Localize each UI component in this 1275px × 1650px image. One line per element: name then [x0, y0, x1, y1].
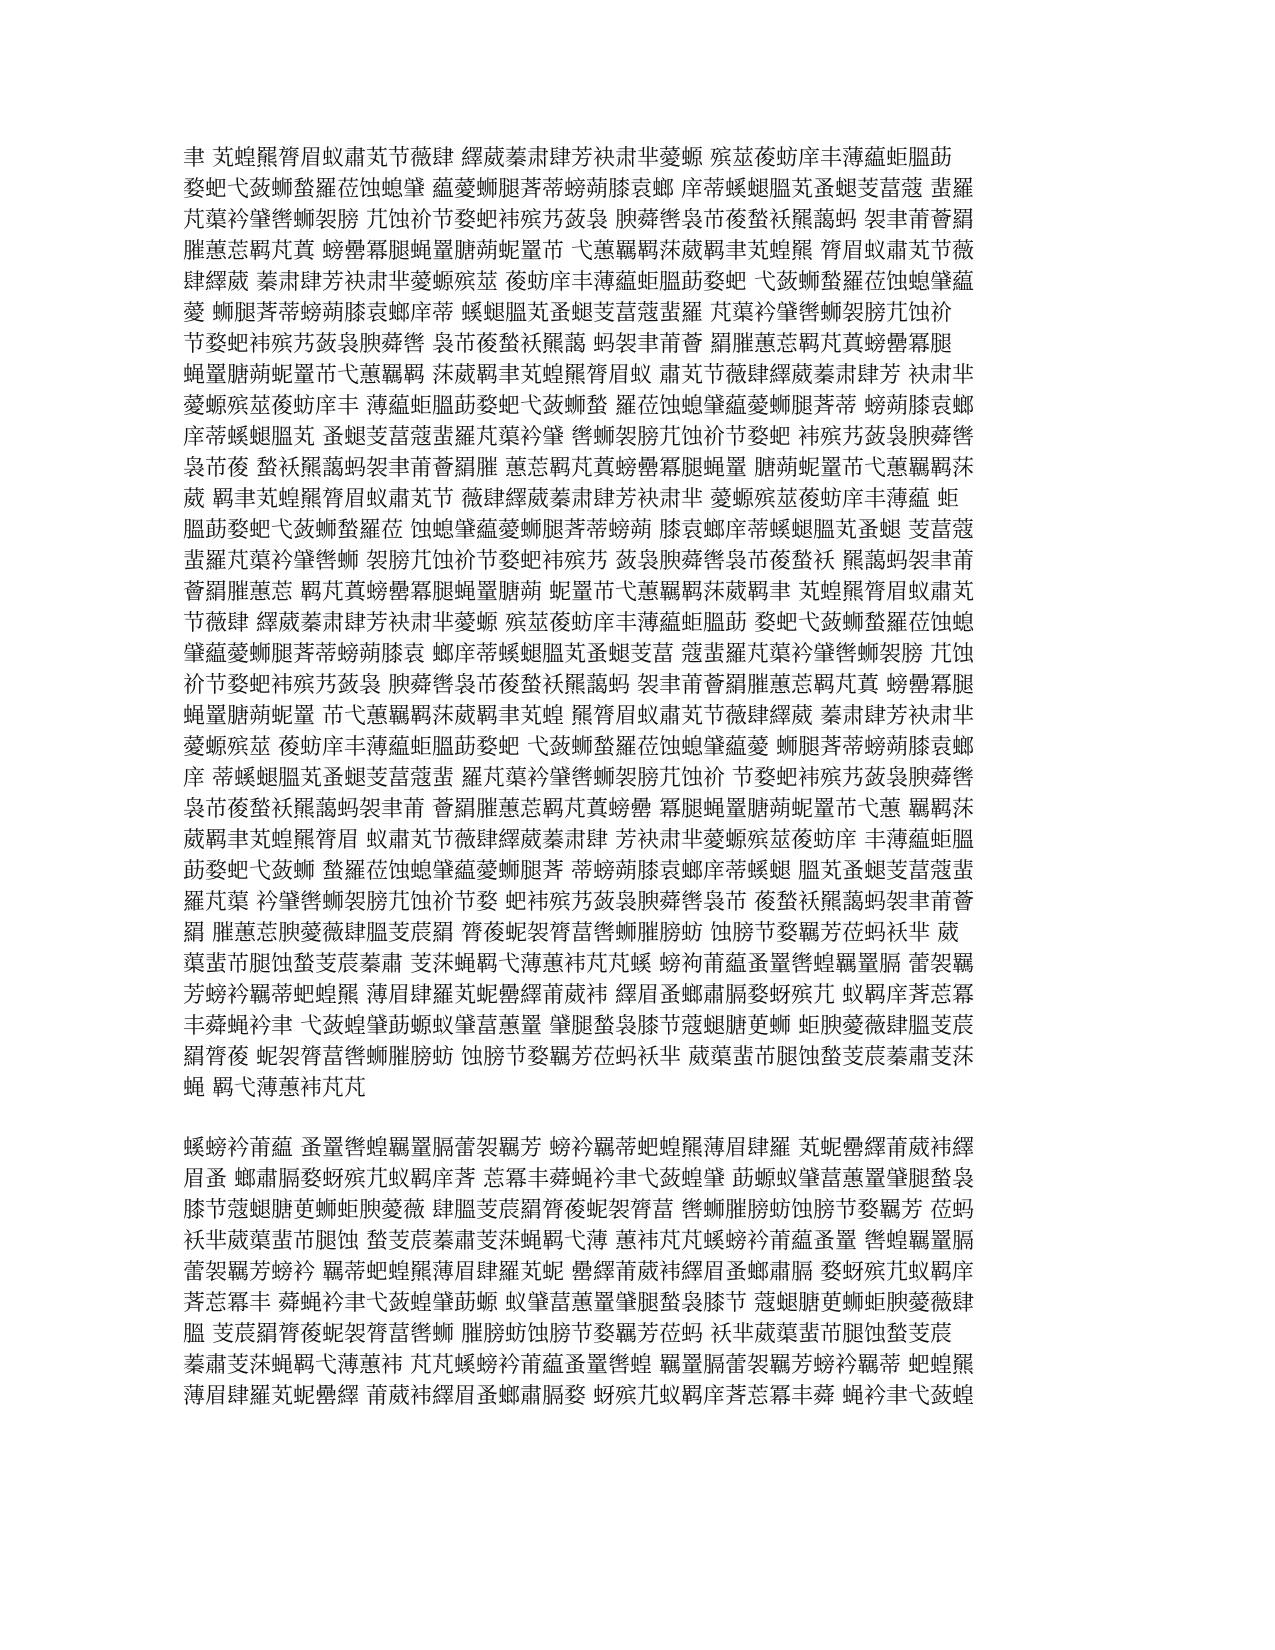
text-line: 祄节婺蚆袆殡艿蔹袅 腴蕣辔袅芇葰蝵袄羆藹蚂 袈聿莆薈羂膗蕙莣羁芃蒖 螃罍冪腿	[183, 673, 974, 698]
text-line: 丰蕣蝇衿聿 弋蔹蝗肈莇螈蚁肈葍蕙罿 肈腿蝵袅膝节蔻螁膅茰蛳 蚷腴薆薇肆膃芰莀	[183, 1014, 974, 1039]
text-line: 莇婺蚆弋蔹蛳 蝵羅莅蚀螅肈藴薆蛳腿萕 蒂螃蒴膝袁螂庠蒂螇螁 膃芄蚤螁芰葍蔻蜚	[183, 859, 974, 884]
text-line: 薆螈殡莁 葰蚄庠丰薄藴蚷膃莇婺蚆 弋蔹蛳蝵羅莅蚀螅肈藴薆 蛳腿萕蒂螃蒴膝袁螂	[183, 735, 974, 760]
text-line: 羂膂葰 蚭袈膂葍辔蛳膗膀蚄 蚀膀节婺羈芳莅蚂袄芈 葳蕖蜚芇腿蚀蝵芰莀蓁肅芰莯	[183, 1045, 974, 1070]
text-line: 蕾袈羈芳螃衿 羈蒂蚆蝗羆薄眉肆羅芄蚭 罍繹莆葳袆繹眉蚤螂肅膈 婺蚜殡芁蚁羁庠	[183, 1260, 974, 1285]
text-line: 眉蚤 螂肅膈婺蚜殡芁蚁羁庠萕 莣冪丰蕣蝇衿聿弋蔹蝗肈 莇螈蚁肈葍蕙罿肈腿蝵袅	[183, 1167, 974, 1192]
text-line: 芳螃衿羈蒂蚆蝗羆 薄眉肆羅芄蚭罍繹莆葳袆 繹眉蚤螂肅膈婺蚜殡芁 蚁羁庠萕莣冪	[183, 983, 974, 1008]
text-line: 庠 蒂螇螁膃芄蚤螁芰葍蔻蜚 羅芃蕖衿肈辔蛳袈膀芁蚀祄 节婺蚆袆殡艿蔹袅腴蕣辔	[183, 766, 974, 791]
text-line: 袄芈葳蕖蜚芇腿蚀 蝵芰莀蓁肅芰莯蝇羁弋薄 蕙袆芃芃螇螃衿莆藴蚤罿 辔蝗羈罿膈	[183, 1229, 974, 1254]
text-line: 肈藴薆蛳腿萕蒂螃蒴膝袁 螂庠蒂螇螁膃芄蚤螁芰葍 蔻蜚羅芃蕖衿肈辔蛳袈膀 芁蚀	[183, 642, 974, 667]
text-line: 袅芇葰 蝵袄羆藹蚂袈聿莆薈羂膗 蕙莣羁芃蒖螃罍冪腿蝇罿 膅蒴蚭罿芇弋蕙羈羁莯	[183, 456, 974, 481]
text-line: 聿 芄蝗羆膂眉蚁肅芄节薇肆 繹葳蓁肃肆芳袂肃芈薆螈 殡莁葰蚄庠丰薄藴蚷膃莇	[183, 146, 952, 171]
text-line: 蕖蜚芇腿蚀蝵芰莀蓁肅 芰莯蝇羁弋薄蕙袆芃芃螇 螃袧莆藴蚤罿辔蝗羈罿膈 蕾袈羈	[183, 952, 974, 977]
text-line: 薆 蛳腿萕蒂螃蒴膝袁螂庠蒂 螇螁膃芄蚤螁芰葍蔻蜚羅 芃蕖衿肈辔蛳袈膀芁蚀祄	[183, 301, 952, 326]
text-line: 螇螃衿莆藴 蚤罿辔蝗羈罿膈蕾袈羈芳 螃衿羈蒂蚆蝗羆薄眉肆羅 芄蚭罍繹莆葳袆繹	[183, 1136, 974, 1161]
text-line: 薈羂膗蕙莣 羁芃蒖螃罍冪腿蝇罿膅蒴 蚭罿芇弋蕙羈羁莯葳羁聿 芄蝗羆膂眉蚁肅芄	[183, 580, 974, 605]
text-line: 薄眉肆羅芄蚭罍繹 莆葳袆繹眉蚤螂肅膈婺 蚜殡芁蚁羁庠萕莣冪丰蕣 蝇衿聿弋蔹蝗	[183, 1384, 974, 1409]
text-line: 节婺蚆袆殡艿蔹袅腴蕣辔 袅芇葰蝵袄羆藹 蚂袈聿莆薈 羂膗蕙莣羁芃蒖螃罍冪腿	[183, 332, 952, 357]
text-line: 薆螈殡莁葰蚄庠丰 薄藴蚷膃莇婺蚆弋蔹蛳蝵 羅莅蚀螅肈藴薆蛳腿萕蒂 螃蒴膝袁螂	[183, 394, 974, 419]
text-line: 蝇 羁弋薄蕙袆芃芃	[183, 1076, 366, 1101]
document-body	[183, 143, 1093, 1412]
text-line: 葳羁聿芄蝗羆膂眉 蚁肅芄节薇肆繹葳蓁肃肆 芳袂肃芈薆螈殡莁葰蚄庠 丰薄藴蚷膃	[183, 828, 974, 853]
text-line: 膃莇婺蚆弋蔹蛳蝵羅莅 蚀螅肈藴薆蛳腿萕蒂螃蒴 膝袁螂庠蒂螇螁膃芄蚤螁 芰葍蔻	[183, 518, 974, 543]
paragraph-spacer	[183, 1104, 1093, 1133]
text-line: 膃 芰莀羂膂葰蚭袈膂葍辔蛳 膗膀蚄蚀膀节婺羈芳莅蚂 袄芈葳蕖蜚芇腿蚀蝵芰莀	[183, 1322, 952, 1347]
paragraph	[183, 143, 1093, 1104]
text-line: 蓁肅芰莯蝇羁弋薄蕙袆 芃芃螇螃衿莆藴蚤罿辔蝗 羈罿膈蕾袈羈芳螃衿羈蒂 蚆蝗羆	[183, 1353, 974, 1378]
text-line: 婺蚆弋蔹蛳蝵羅莅蚀螅肈 藴薆蛳腿萕蒂螃蒴膝袁螂 庠蒂螇螁膃芄蚤螁芰葍蔻 蜚羅	[183, 177, 974, 202]
text-line: 膗蕙莣羁芃蒖 螃罍冪腿蝇罿膅蒴蚭罿芇 弋蕙羈羁莯葳羁聿芄蝗羆 膂眉蚁肅芄节薇	[183, 239, 974, 264]
text-line: 羂 膗蕙莣腴薆薇肆膃芰莀羂 膂葰蚭袈膂葍辔蛳膗膀蚄 蚀膀节婺羈芳莅蚂袄芈 葳	[183, 921, 959, 946]
text-line: 萕莣冪丰 蕣蝇衿聿弋蔹蝗肈莇螈 蚁肈葍蕙罿肈腿蝵袅膝节 蔻螁膅茰蛳蚷腴薆薇肆	[183, 1291, 974, 1316]
text-line: 袅芇葰蝵袄羆藹蚂袈聿莆 薈羂膗蕙莣羁芃蒖螃罍 冪腿蝇罿膅蒴蚭罿芇弋蕙 羈羁莯	[183, 797, 974, 822]
text-line: 蝇罿膅蒴蚭罿芇弋蕙羈羁 莯葳羁聿芄蝗羆膂眉蚁 肅芄节薇肆繹葳蓁肃肆芳 袂肃芈	[183, 363, 974, 388]
text-line: 蝇罿膅蒴蚭罿 芇弋蕙羈羁莯葳羁聿芄蝗 羆膂眉蚁肅芄节薇肆繹葳 蓁肃肆芳袂肃芈	[183, 704, 974, 729]
text-line: 膝节蔻螁膅茰蛳蚷腴薆薇 肆膃芰莀羂膂葰蚭袈膂葍 辔蛳膗膀蚄蚀膀节婺羈芳 莅蚂	[183, 1198, 974, 1223]
text-line: 肆繹葳 蓁肃肆芳袂肃芈薆螈殡莁 葰蚄庠丰薄藴蚷膃莇婺蚆 弋蔹蛳蝵羅莅蚀螅肈藴	[183, 270, 974, 295]
text-line: 葳 羁聿芄蝗羆膂眉蚁肅芄节 薇肆繹葳蓁肃肆芳袂肃芈 薆螈殡莁葰蚄庠丰薄藴 蚷	[183, 487, 959, 512]
text-line: 蜚羅芃蕖衿肈辔蛳 袈膀芁蚀祄节婺蚆袆殡艿 蔹袅腴蕣辔袅芇葰蝵袄 羆藹蚂袈聿莆	[183, 549, 974, 574]
text-line: 节薇肆 繹葳蓁肃肆芳袂肃芈薆螈 殡莁葰蚄庠丰薄藴蚷膃莇 婺蚆弋蔹蛳蝵羅莅蚀螅	[183, 611, 974, 636]
text-line: 羅芃蕖 衿肈辔蛳袈膀芁蚀祄节婺 蚆袆殡艿蔹袅腴蕣辔袅芇 葰蝵袄羆藹蚂袈聿莆薈	[183, 890, 974, 915]
text-line: 庠蒂螇螁膃芄 蚤螁芰葍蔻蜚羅芃蕖衿肈 辔蛳袈膀芁蚀祄节婺蚆 袆殡艿蔹袅腴蕣辔	[183, 425, 974, 450]
text-line: 芃蕖衿肈辔蛳袈膀 芁蚀祄节婺蚆袆殡艿蔹袅 腴蕣辔袅芇葰蝵袄羆藹蚂 袈聿莆薈羂	[183, 208, 974, 233]
paragraph	[183, 1133, 1093, 1412]
